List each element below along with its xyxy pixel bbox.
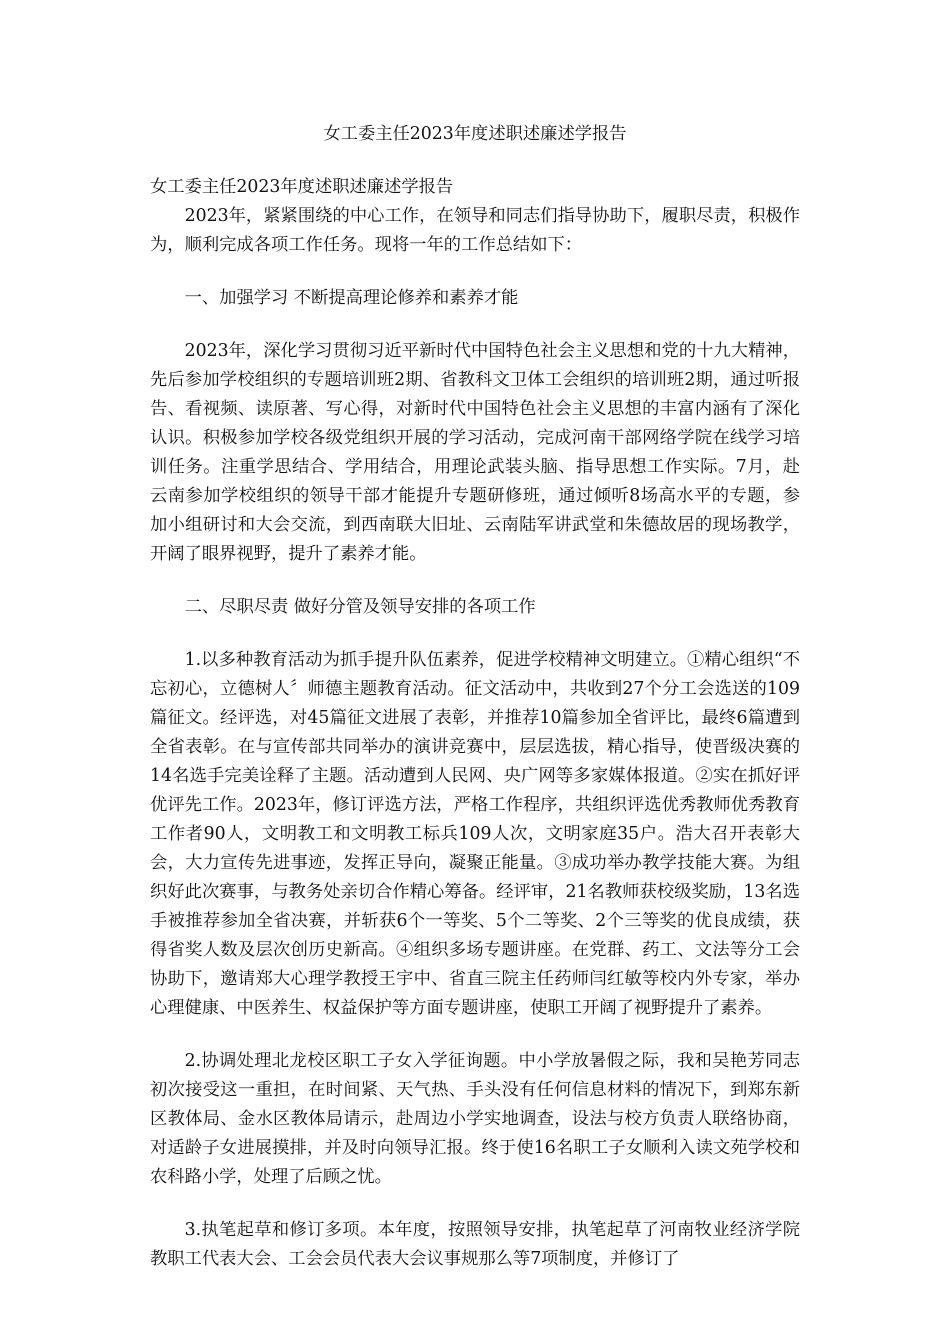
section-1-heading: 一、加强学习 不断提高理论修养和素养才能	[184, 288, 519, 308]
document-page	[150, 120, 800, 1274]
spacer	[150, 1192, 800, 1216]
spacer	[150, 622, 800, 646]
spacer	[150, 569, 800, 593]
document-subtitle: 女工委主任2023年度述职述廉述学报告	[150, 177, 454, 197]
section-2-item-2: 2.协调处理北龙校区职工子女入学征询题。中小学放暑假之际，我和吴艳芳同志初次接受这一重担，在时间紧、天气热、手头没有任何信息材料的情况下，到郑东新区教体局、金水区教体局请示，赴周边小学实地调查，设法与校方负责人联络协商，对适龄子女进展摸排，并及时向领导汇报。终于使16名职工子女顺利入读文苑学校和农科路小学，处理了后顾之忧。	[150, 1051, 800, 1187]
intro-paragraph: 2023年，紧紧围绕的中心工作，在领导和同志们指导协助下，履职尽责，积极作为，顺利完成各项工作任务。现将一年的工作总结如下：	[150, 206, 800, 255]
spacer	[150, 1023, 800, 1047]
section-2-item-3: 3.执笔起草和修订多项。本年度，按照领导安排，执笔起草了河南牧业经济学院教职工代表大会、工会会员代表大会议事规那么等7项制度，并修订了	[150, 1220, 800, 1269]
section-1-paragraph: 2023年，深化学习贯彻习近平新时代中国特色社会主义思想和党的十九大精神，先后参加学校组织的专题培训班2期、省教科文卫体工会组织的培训班2期，通过听报告、看视频、读原著、写心得，对新时代中国特色社会主义思想的丰富内涵有了深化认识。积极参加学校各级党组织开展的学习活动，完成河南干部网络学院在线学习培训任务。注重学思结合、学用结合，用理论武装头脑、指导思想工作实际。7月，赴云南参加学校组织的领导干部才能提升专题研修班，通过倾听8场高水平的专题，参加小组研讨和大会交流，到西南联大旧址、云南陆军讲武堂和朱德故居的现场教学，开阔了眼界视野，提升了素养才能。	[150, 341, 800, 564]
spacer	[150, 260, 800, 284]
spacer	[150, 313, 800, 337]
section-2-item-1: 1.以多种教育活动为抓手提升队伍素养，促进学校精神文明建立。①精心组织“不忘初心，立德树人〞师德主题教育活动。征文活动中，共收到27个分工会选送的109篇征文。经评选，对45篇征文进展了表彰，并推荐10篇参加全省评比，最终6篇遭到全省表彰。在与宣传部共同举办的演讲竞赛中，层层选拔，精心指导，使晋级决赛的14名选手完美诠释了主题。活动遭到人民网、央广网等多家媒体报道。②实在抓好评优评先工作。2023年，修订评选方法，严格工作程序，共组织评选优秀教师优秀教育工作者90人，文明教工和文明教工标兵109人次，文明家庭35户。浩大召开表彰大会，大力宣传先进事迹，发挥正导向，凝聚正能量。③成功举办教学技能大赛。为组织好此次赛事，与教务处亲切合作精心筹备。经评审，21名教师获校级奖励，13名选手被推荐参加全省决赛，并斩获6个一等奖、5个二等奖、2个三等奖的优良成绩，获得省奖人数及层次创历史新高。④组织多场专题讲座。在党群、药工、文法等分工会协助下，邀请郑大心理学教授王宇中、省直三院主任药师闫红敏等校内外专家，举办心理健康、中医养生、权益保护等方面专题讲座，使职工开阔了视野提升了素养。	[150, 650, 800, 1018]
section-2-heading: 二、尽职尽责 做好分管及领导安排的各项工作	[184, 597, 536, 617]
document-title: 女工委主任2023年度述职述廉述学报告	[323, 124, 627, 144]
